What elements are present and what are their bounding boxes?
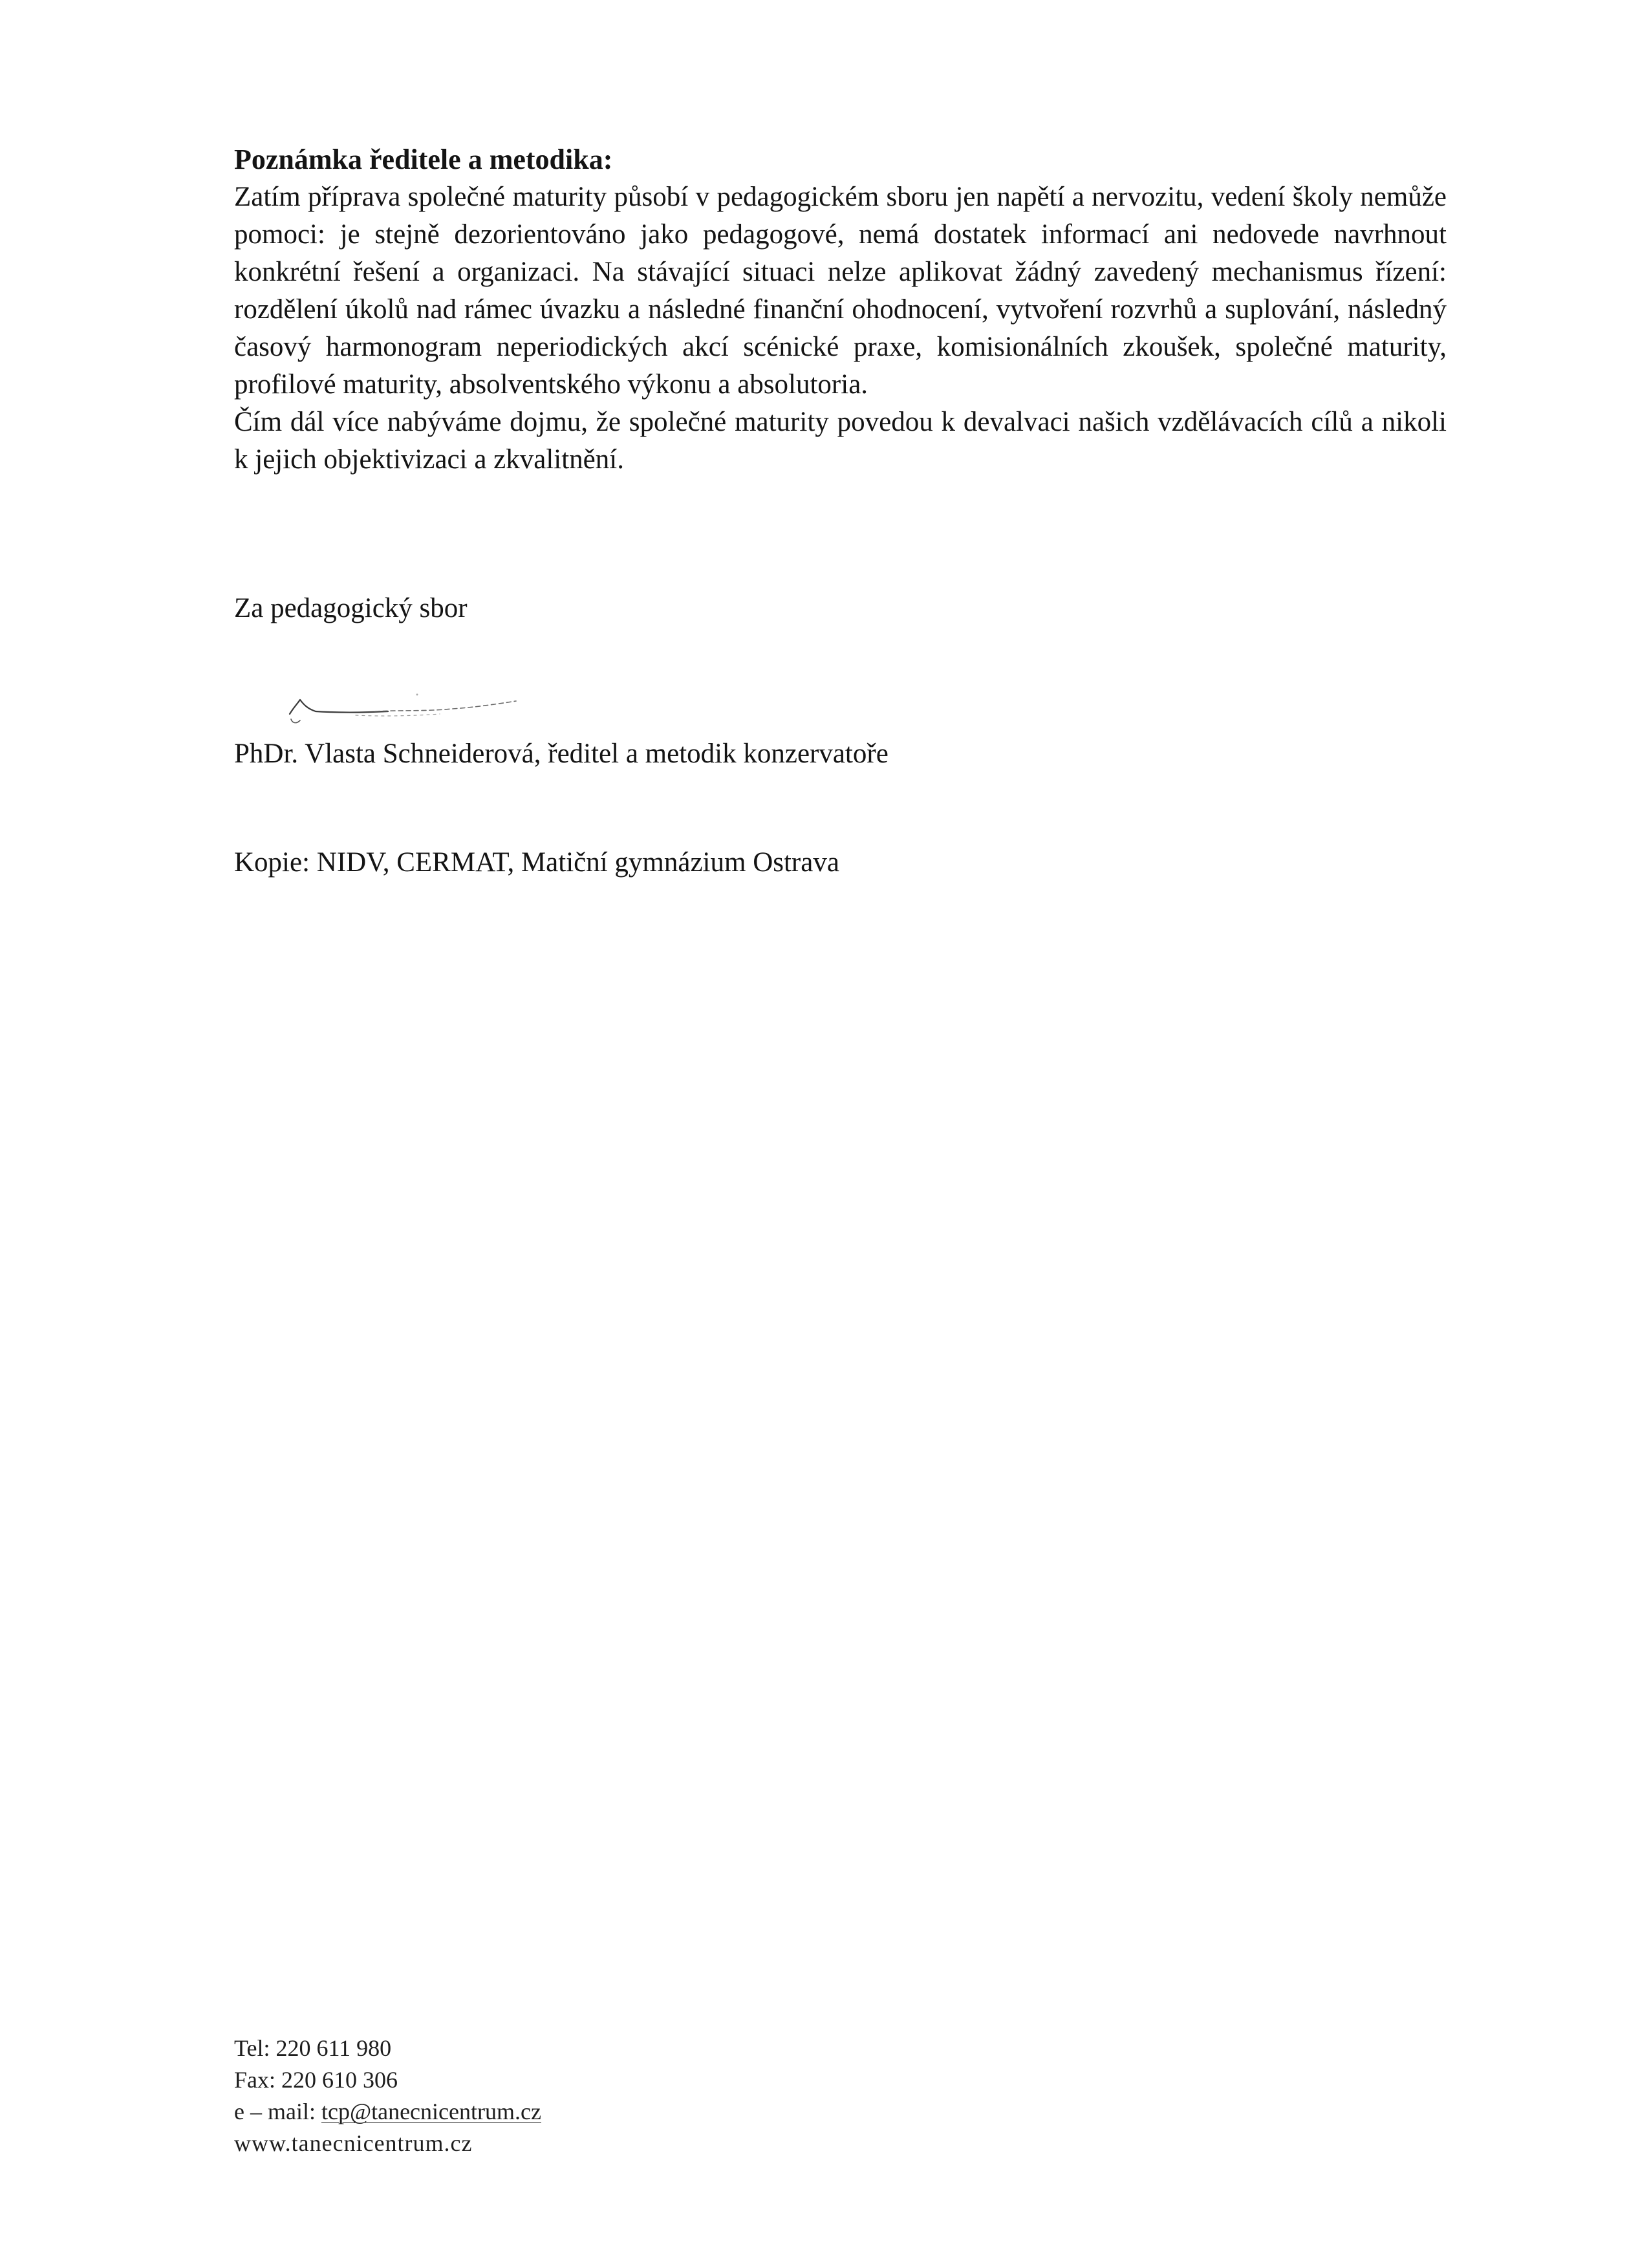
footer-website-link[interactable]: www.tanecnicentrum.cz	[234, 2130, 473, 2156]
closing-line: Za pedagogický sbor	[234, 593, 468, 623]
footer-tel: Tel: 220 611 980	[234, 2035, 392, 2061]
handwritten-signature	[278, 686, 537, 731]
copies-line: Kopie: NIDV, CERMAT, Matiční gymnázium Ostrava	[234, 847, 839, 878]
contact-footer	[234, 2033, 541, 2159]
footer-email-link[interactable]: tcp@tanecnicentrum.cz	[321, 2099, 541, 2124]
footer-email-line	[234, 2096, 541, 2128]
footer-fax: Fax: 220 610 306	[234, 2067, 398, 2093]
note-heading: Poznámka ředitele a metodika:	[234, 144, 613, 175]
note-paragraph: Zatím příprava společné maturity působí v pedagogickém sboru jen napětí a nervozitu, vedení školy nemůže pomoci: je stejně dezorientováno jako pedagogové, nemá dostatek informací ani nedovede navrhnout konkrétní řešení a organizaci. Na stávající situaci nelze aplikovat žádný zavedený mechanismus řízení: rozdělení úkolů nad rámec úvazku a následné finanční ohodnocení, vytvoření rozvrhů a suplování, následný časový harmonogram neperiodických akcí scénické praxe, komisionálních zkoušek, společné maturity, profilové maturity, absolventského výkonu a absolutoria. Čím dál více nabýváme dojmu, že společné maturity povedou k devalvaci našich vzdělávacích cílů a nikoli k jejich objektivizaci a zkvalitnění.	[234, 182, 1447, 475]
footer-email-label: e – mail:	[234, 2099, 321, 2124]
signer-name: PhDr. Vlasta Schneiderová, ředitel a metodik konzervatoře	[234, 739, 889, 769]
